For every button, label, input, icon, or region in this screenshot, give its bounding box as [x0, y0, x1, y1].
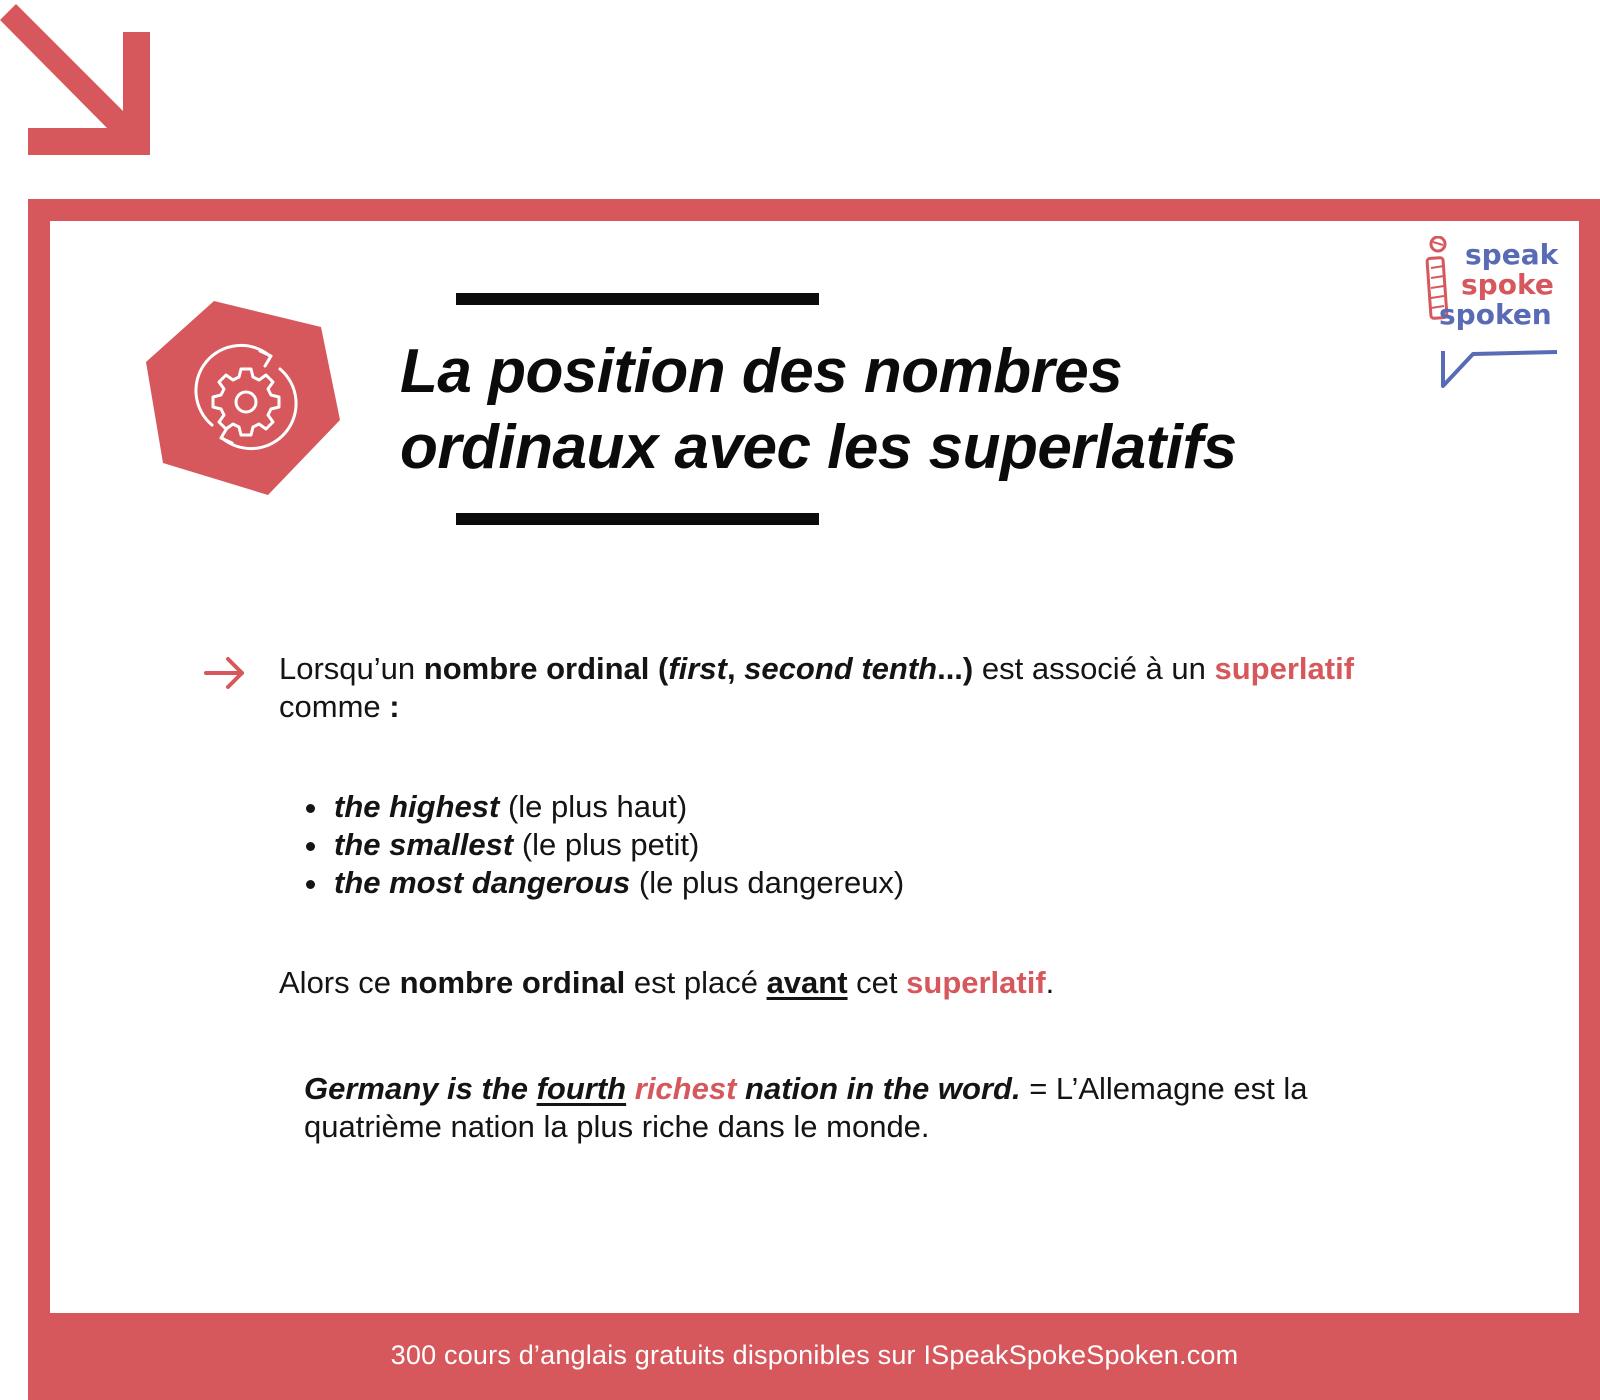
sentence-richest: richest	[634, 1071, 737, 1106]
logo-word-spoken: spoken	[1439, 298, 1552, 331]
title-line-2: ordinaux avec les superlatifs	[400, 413, 1237, 482]
speak-spoke-spoken-logo	[1425, 236, 1575, 396]
rule-text: Alors ce	[279, 965, 400, 1000]
intro-bold-close: ...)	[937, 651, 974, 686]
intro-text-3: comme	[279, 689, 390, 724]
example-fr: (le plus haut)	[499, 789, 688, 824]
superlative-examples-list	[304, 788, 904, 902]
intro-text: Lorsqu’un	[279, 651, 424, 686]
sentence-fourth: fourth	[536, 1071, 627, 1106]
rule-text-3: cet	[847, 965, 907, 1000]
rule-bold: nombre ordinal	[399, 965, 626, 1000]
page-title	[400, 334, 1400, 486]
example-en: the most dangerous	[334, 865, 631, 900]
title-divider-bottom	[456, 513, 819, 525]
example-fr: (le plus dangereux)	[630, 865, 905, 900]
arrow-down-right-icon	[0, 0, 160, 160]
intro-paragraph	[279, 650, 1459, 726]
example-en: the highest	[334, 789, 500, 824]
gear-refresh-badge	[146, 297, 342, 497]
sentence-translation: = L’Allemagne est la quatrième nation la plus riche dans le monde.	[304, 1071, 1308, 1144]
intro-bold-comma: ,	[726, 651, 745, 686]
sentence-en-end: nation in the word.	[736, 1071, 1021, 1106]
intro-first: first	[668, 651, 727, 686]
example-en: the smallest	[334, 827, 514, 862]
list-item	[304, 864, 904, 902]
title-divider-top	[456, 293, 819, 305]
list-item	[304, 788, 904, 826]
rule-text-2: est placé	[625, 965, 767, 1000]
arrow-right-icon	[204, 655, 248, 691]
intro-bold: nombre ordinal (	[423, 651, 669, 686]
sentence-space	[626, 1071, 635, 1106]
example-fr: (le plus petit)	[513, 827, 700, 862]
sentence-en-start: Germany is the	[304, 1071, 537, 1106]
example-sentence	[304, 1070, 1414, 1146]
intro-text-2: est associé à un	[973, 651, 1215, 686]
footer-text: 300 cours d’anglais gratuits disponibles sur ISpeakSpokeSpoken.com	[390, 1340, 1239, 1370]
rule-superlatif: superlatif	[906, 965, 1046, 1000]
intro-superlatif: superlatif	[1214, 651, 1355, 686]
rule-period: .	[1045, 965, 1055, 1000]
intro-second-tenth: second tenth	[744, 651, 938, 686]
logo-word-speak: speak	[1465, 238, 1559, 271]
rule-avant: avant	[766, 965, 848, 1000]
logo-word-spoke: spoke	[1461, 268, 1554, 301]
list-item	[304, 826, 904, 864]
title-line-1: La position des nombres	[400, 337, 1123, 406]
rule-sentence	[279, 964, 1054, 1002]
intro-colon: :	[389, 689, 400, 724]
